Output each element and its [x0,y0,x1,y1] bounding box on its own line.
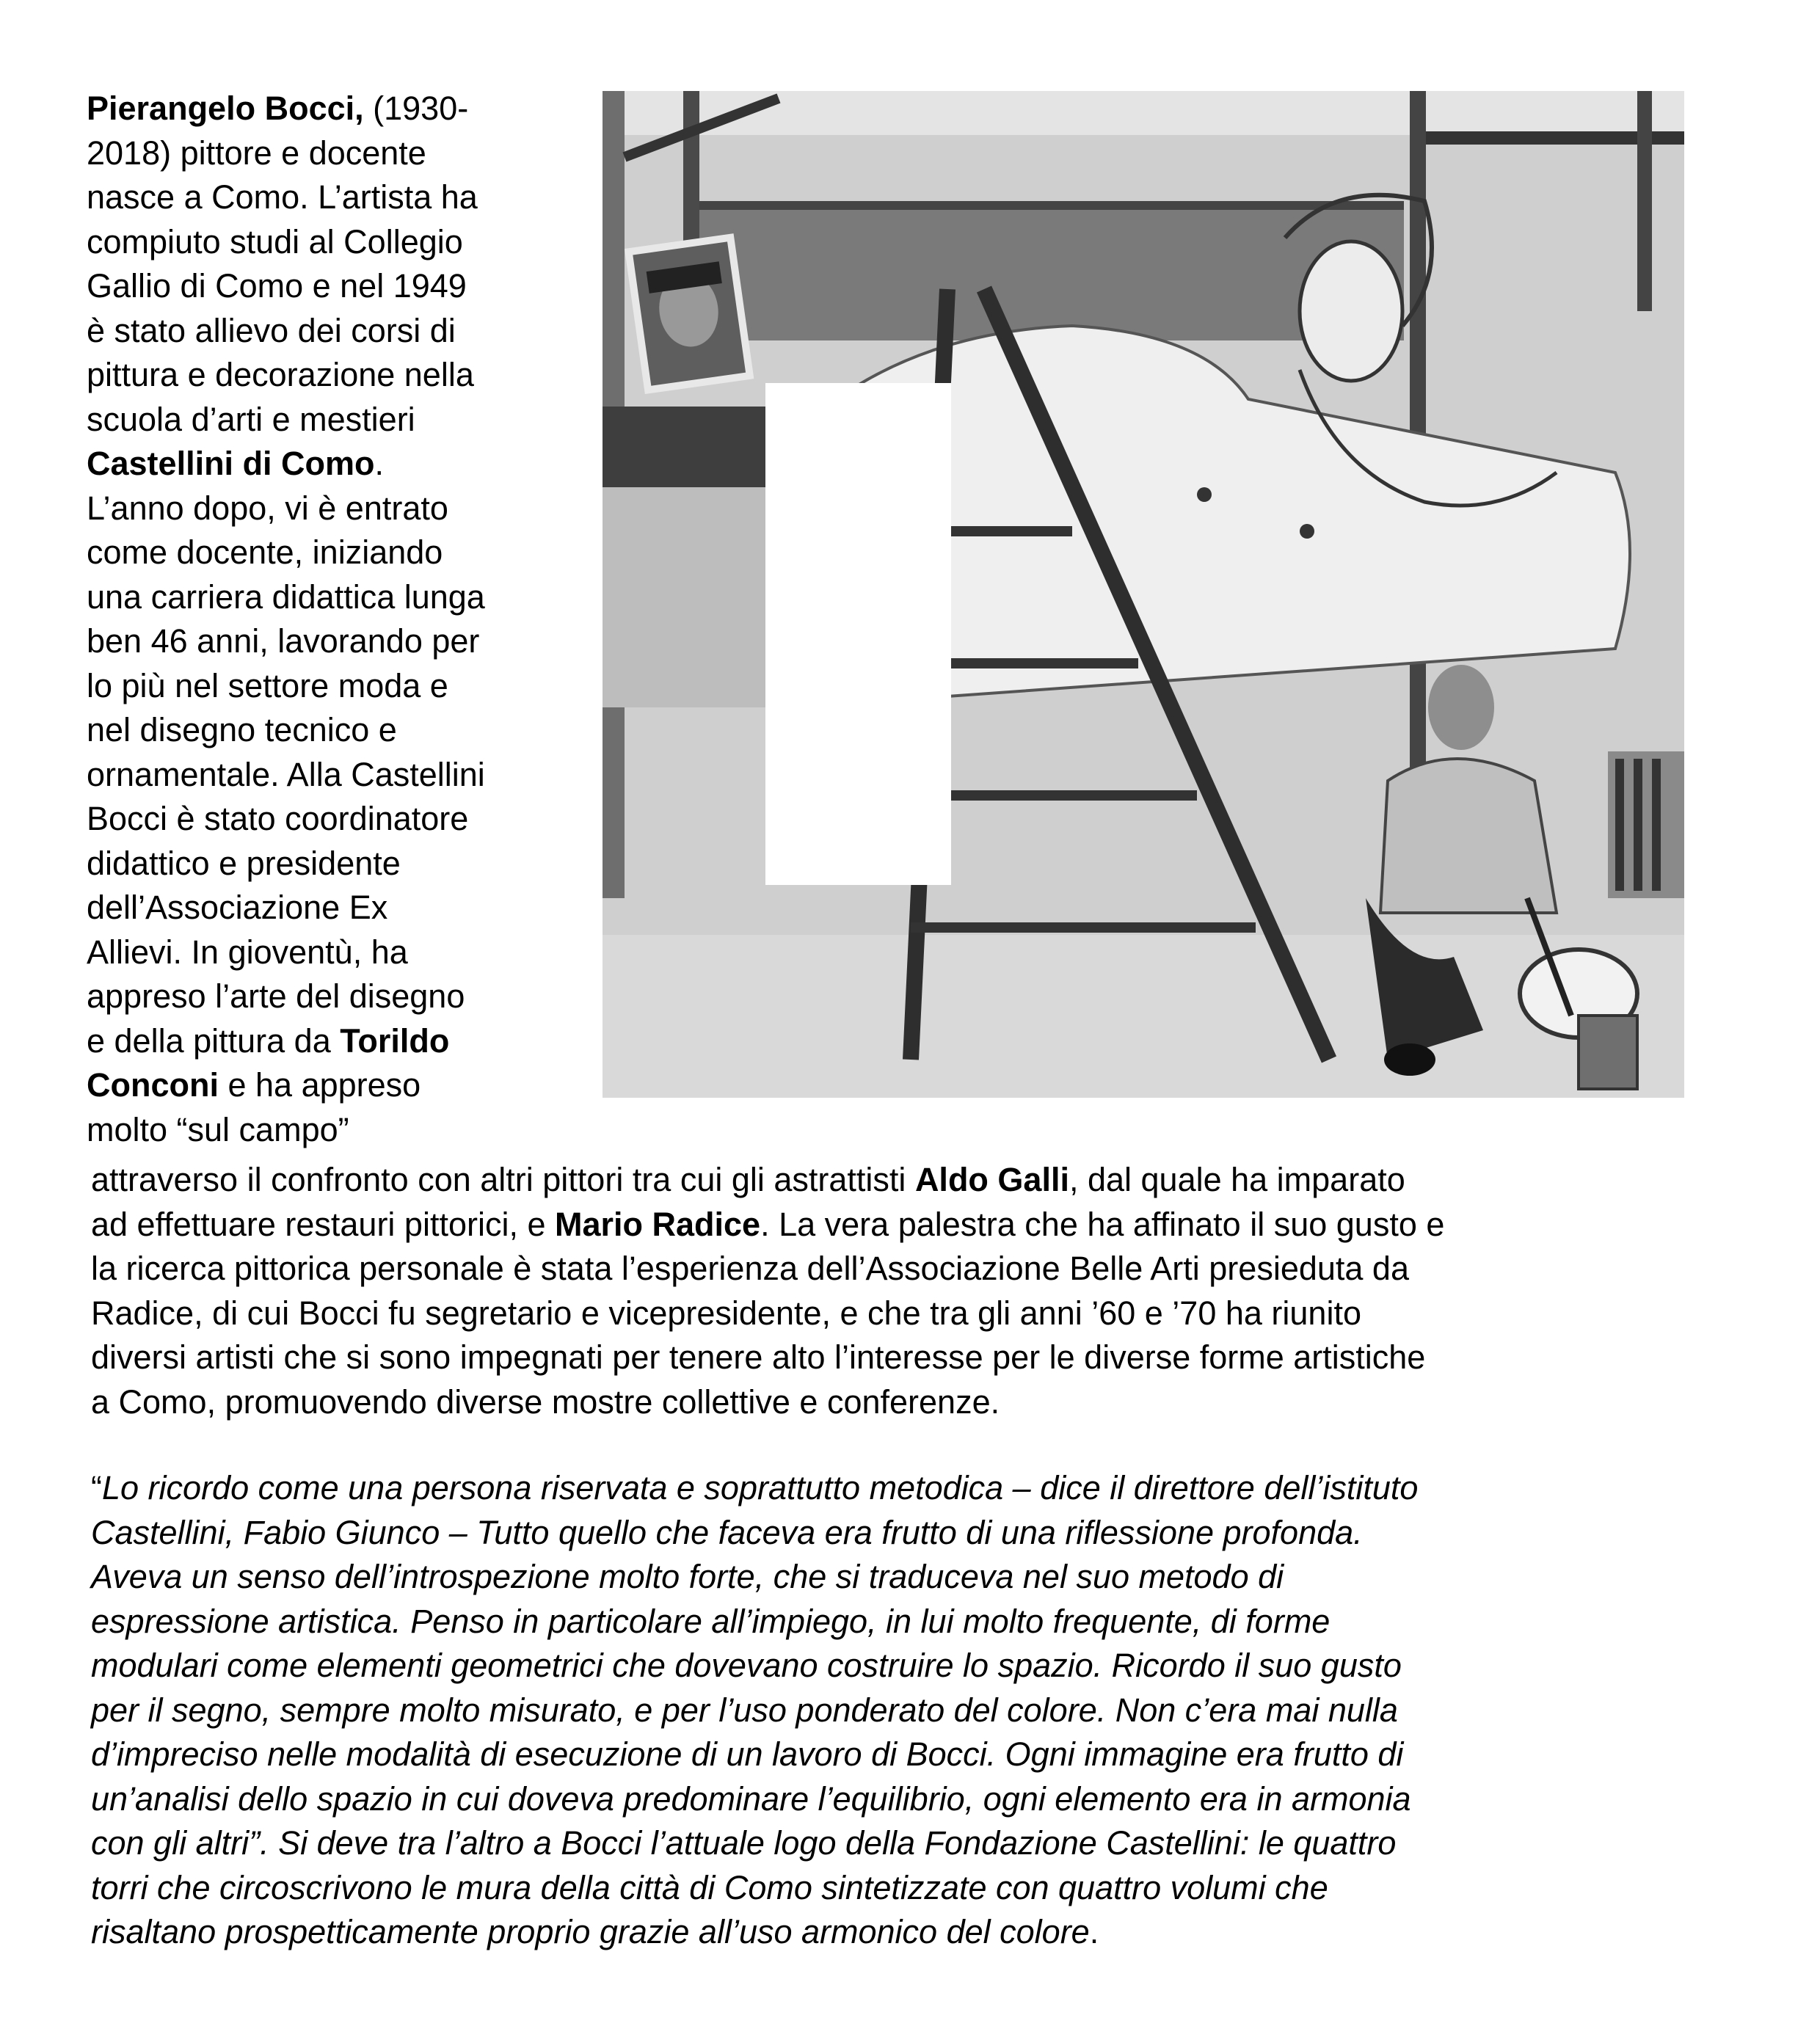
artist-ref-aldo-galli: Aldo Galli [914,1161,1069,1198]
director-quote: “Lo ricordo come una persona riservata e soprattutto metodica – dice il direttore dell’istituto Castellini, Fabio Giunco – Tutto quello che faceva era frutto di una riflessione profonda. Aveva un senso dell’introspezione molto forte, che si traduceva nel suo metodo di espressione artistica. Penso in particolare all’impiego, in lui molto frequente, di forme modulari come elementi geometrici che dovevano costruire lo spazio. Ricordo il suo gusto per il segno, sempre molto misurato, e per l’uso ponderato del colore. Non c’era mai nulla d’impreciso nelle modalità di esecuzione di un lavoro di Bocci. Ogni immagine era frutto di un’analisi dello spazio in cui doveva predominare l’equilibrio, ogni elemento era in armonia con gli altri”. Si deve tra l’altro a Bocci l’attuale logo della Fondazione Castellini: le quattro torri che circoscrivono le mura della città di Como sintetizzate con quattro volumi che risaltano prospetticamente proprio grazie all’uso armonico del colore. [91,1469,1419,1950]
artist-name: Pierangelo Bocci, [87,90,364,127]
blank-cutout [765,383,951,885]
teacher-name-last: Conconi [87,1066,219,1104]
artist-ref-mario-radice: Mario Radice [555,1205,761,1243]
teacher-name-first: Torildo [340,1021,450,1060]
school-name: Castellini di Como [87,445,375,482]
intro-column-text: Pierangelo Bocci, (1930- 2018) pittore e docente nasce a Como. L’artista ha compiuto studi al Collegio Gallio di Como e nel 1949 è stato allievo dei corsi di pittura e decorazione nella scuola d’arti e mestieri Castellini di Como. L’anno dopo, vi è entrato come docente, iniziando una carriera didattica lunga ben 46 anni, lavorando per lo più nel settore moda e nel disegno tecnico e ornamentale. Alla Castellini Bocci è stato coordinatore didattico e presidente dell’Associazione Ex Allievi. In gioventù, ha appreso l’arte del disegno e della pittura da Torildo Conconi e ha appreso molto “sul campo” [87,90,485,1148]
biography-paragraph: attraverso il confronto con altri pittori tra cui gli astrattisti Aldo Galli, dal quale ha imparato ad effettuare restauri pittorici, e Mario Radice. La vera palestra che ha affinato il suo gusto e la ricerca pittorica personale è stata l’esperienza dell’Associazione Belle Arti presieduta da Radice, di cui Bocci fu segretario e vicepresidente, e che tra gli anni ’60 e ’70 ha riunito diversi artisti che si sono impegnati per tenere alto l’interesse per le diverse forme artistiche a Como, promuovendo diverse mostre collettive e conferenze. [91,1161,1445,1421]
